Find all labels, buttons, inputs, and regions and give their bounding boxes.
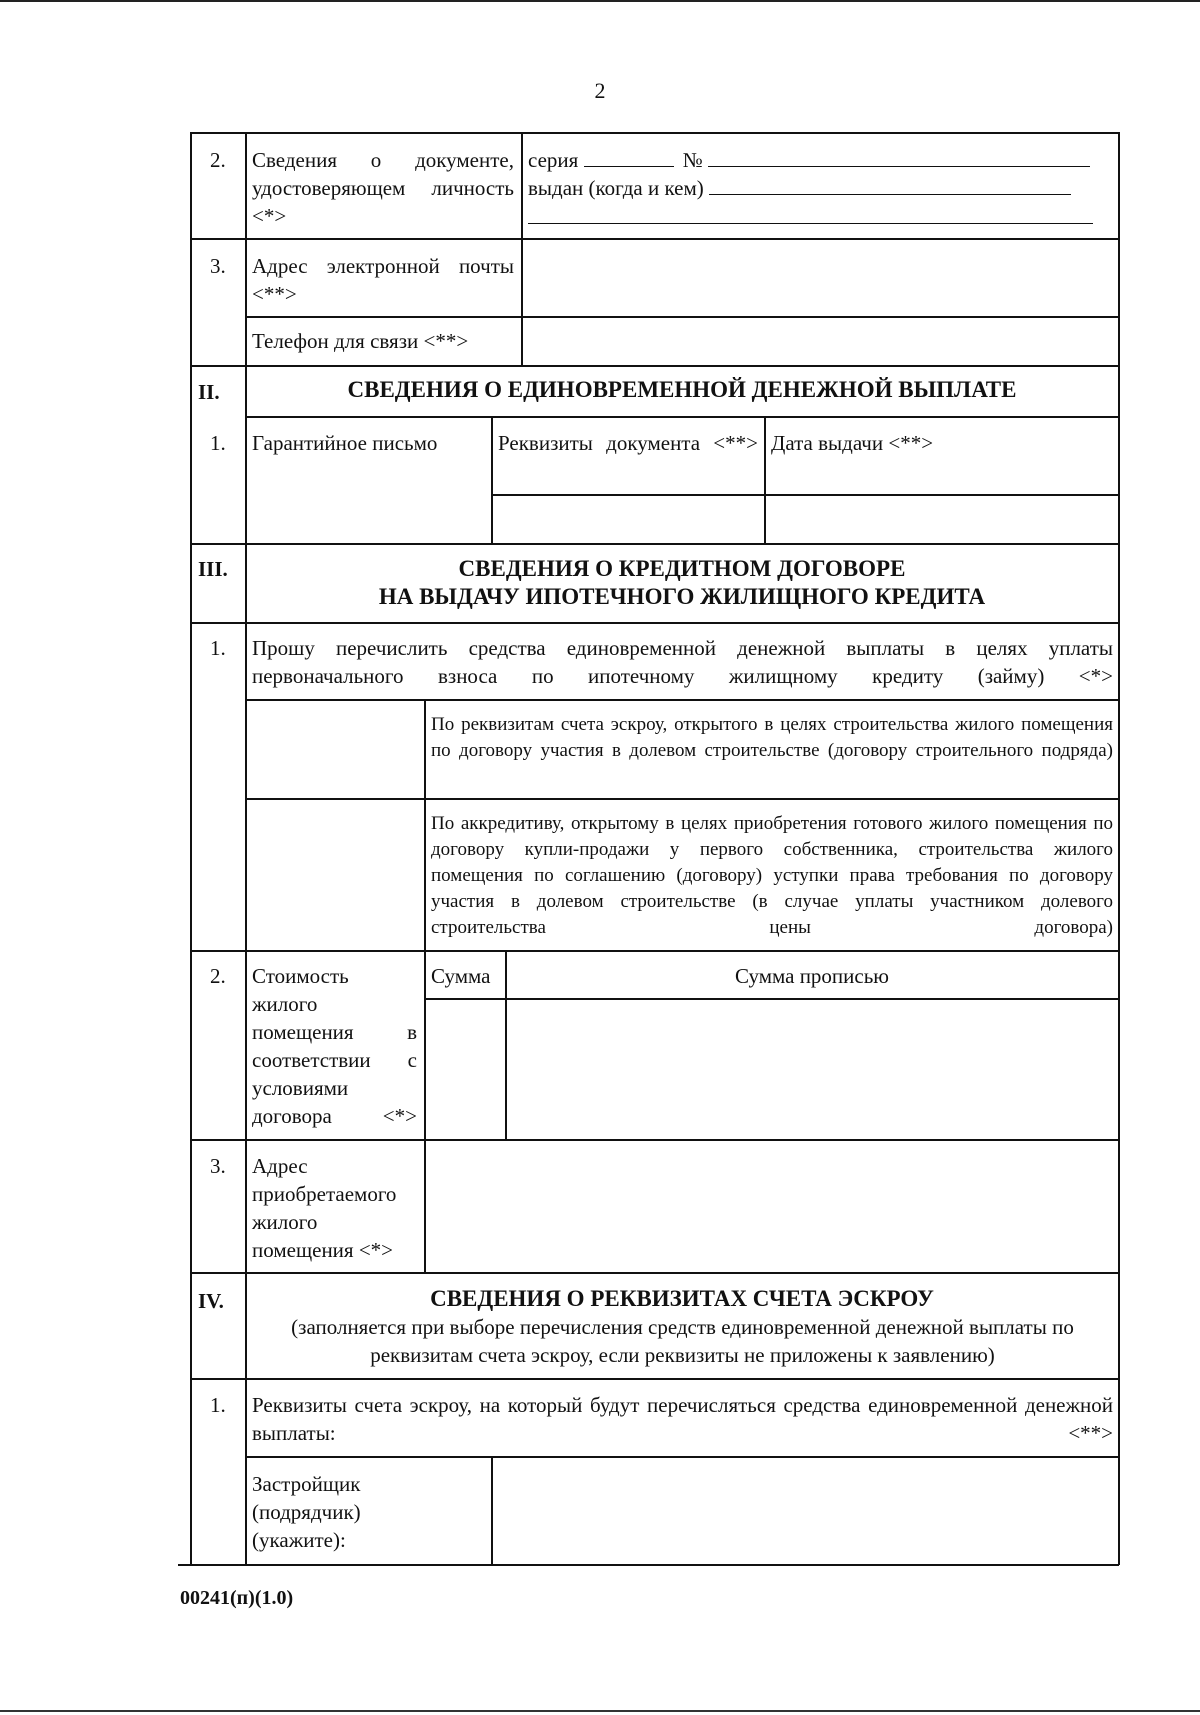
number-label: № <box>682 148 703 172</box>
escrow-option-text: По реквизитам счета эскроу, открытого в целях строительства жилого помещения по договору участия в долевом строительстве (договору строительного подряда) <box>431 714 1113 761</box>
sum-in-words-input[interactable] <box>507 1000 1117 1138</box>
developer-input[interactable] <box>493 1458 1117 1563</box>
issued-field <box>528 174 1071 202</box>
section-number: IV. <box>198 1289 224 1313</box>
series-input-line[interactable] <box>584 146 674 167</box>
row-number: 2. <box>210 148 226 172</box>
bottom-border-line <box>0 1710 1200 1712</box>
series-label: серия <box>528 148 579 172</box>
identity-document-label: Сведения о документе, удостоверяющем личность <*> <box>252 148 514 228</box>
section-title-line2: НА ВЫДАЧУ ИПОТЕЧНОГО ЖИЛИЩНОГО КРЕДИТА <box>378 584 986 609</box>
row-number: 3. <box>210 254 226 278</box>
sum-input[interactable] <box>426 1000 504 1138</box>
issued-input-line[interactable] <box>709 174 1071 195</box>
top-border-line <box>0 0 1200 2</box>
row-number: 1. <box>210 1393 226 1417</box>
section-subtitle: (заполняется при выборе перечисления средств единовременной денежной выплаты по реквизитам счета эскроу, если реквизиты не приложены к заявлению) <box>291 1315 1074 1367</box>
property-address-label: Адрес приобретаемого жилого помещения <*> <box>252 1154 397 1262</box>
page-number: 2 <box>594 78 606 103</box>
accreditive-option-text: По аккредитиву, открытому в целях приобретения готового жилого помещения по договору купли-продажи у первого собственника, строительства жилого помещения по соглашению (договору) уступки права требования по договору участия в долевом строительстве (в случае уплаты участником долевого строительства цены договора) <box>431 813 1113 938</box>
issued-label: выдан (когда и кем) <box>528 176 704 200</box>
phone-label: Телефон для связи <**> <box>252 329 469 353</box>
row-number: 1. <box>210 636 226 660</box>
email-label: Адрес электронной почты <**> <box>252 254 514 306</box>
row-number: 3. <box>210 1154 226 1178</box>
section-title: СВЕДЕНИЯ О ЕДИНОВРЕМЕННОЙ ДЕНЕЖНОЙ ВЫПЛАТЕ <box>347 377 1017 402</box>
escrow-requisites-text: Реквизиты счета эскроу, на который будут перечисляться средства единовременной денежной выплаты: <**> <box>252 1393 1113 1445</box>
document-requisites-label: Реквизиты документа <**> <box>498 431 758 455</box>
series-field <box>528 146 1090 174</box>
sum-in-words-label: Сумма прописью <box>734 964 889 988</box>
sum-label: Сумма <box>431 964 491 988</box>
phone-input[interactable] <box>523 318 1117 364</box>
housing-cost-label: Стоимость жилого помещения в соответствии с условиями договора <*> <box>252 964 417 1128</box>
guarantee-letter-label: Гарантийное письмо <box>252 431 438 455</box>
row-number: 2. <box>210 964 226 988</box>
section-title-line1: СВЕДЕНИЯ О КРЕДИТНОМ ДОГОВОРЕ <box>458 556 906 581</box>
section-number: II. <box>198 380 220 404</box>
escrow-option-checkbox[interactable] <box>247 701 423 797</box>
section-title: СВЕДЕНИЯ О РЕКВИЗИТАХ СЧЕТА ЭСКРОУ <box>430 1286 934 1311</box>
email-input[interactable] <box>523 240 1117 315</box>
developer-label: Застройщик (подрядчик) (укажите): <box>252 1472 361 1552</box>
property-address-input[interactable] <box>426 1141 1117 1271</box>
transfer-request-text: Прошу перечислить средства единовременной денежной выплаты в целях уплаты первоначального взноса по ипотечному жилищному кредиту (займу) <*> <box>252 636 1113 688</box>
accreditive-option-checkbox[interactable] <box>247 800 423 949</box>
issue-date-label: Дата выдачи <**> <box>771 431 934 455</box>
issued-continuation-line[interactable] <box>528 223 1093 224</box>
requisites-input[interactable] <box>493 496 763 542</box>
issue-date-input[interactable] <box>766 496 1117 542</box>
row-number: 1. <box>210 431 226 455</box>
section-number: III. <box>198 557 228 581</box>
form-code: 00241(п)(1.0) <box>180 1587 294 1609</box>
number-input-line[interactable] <box>708 146 1090 167</box>
